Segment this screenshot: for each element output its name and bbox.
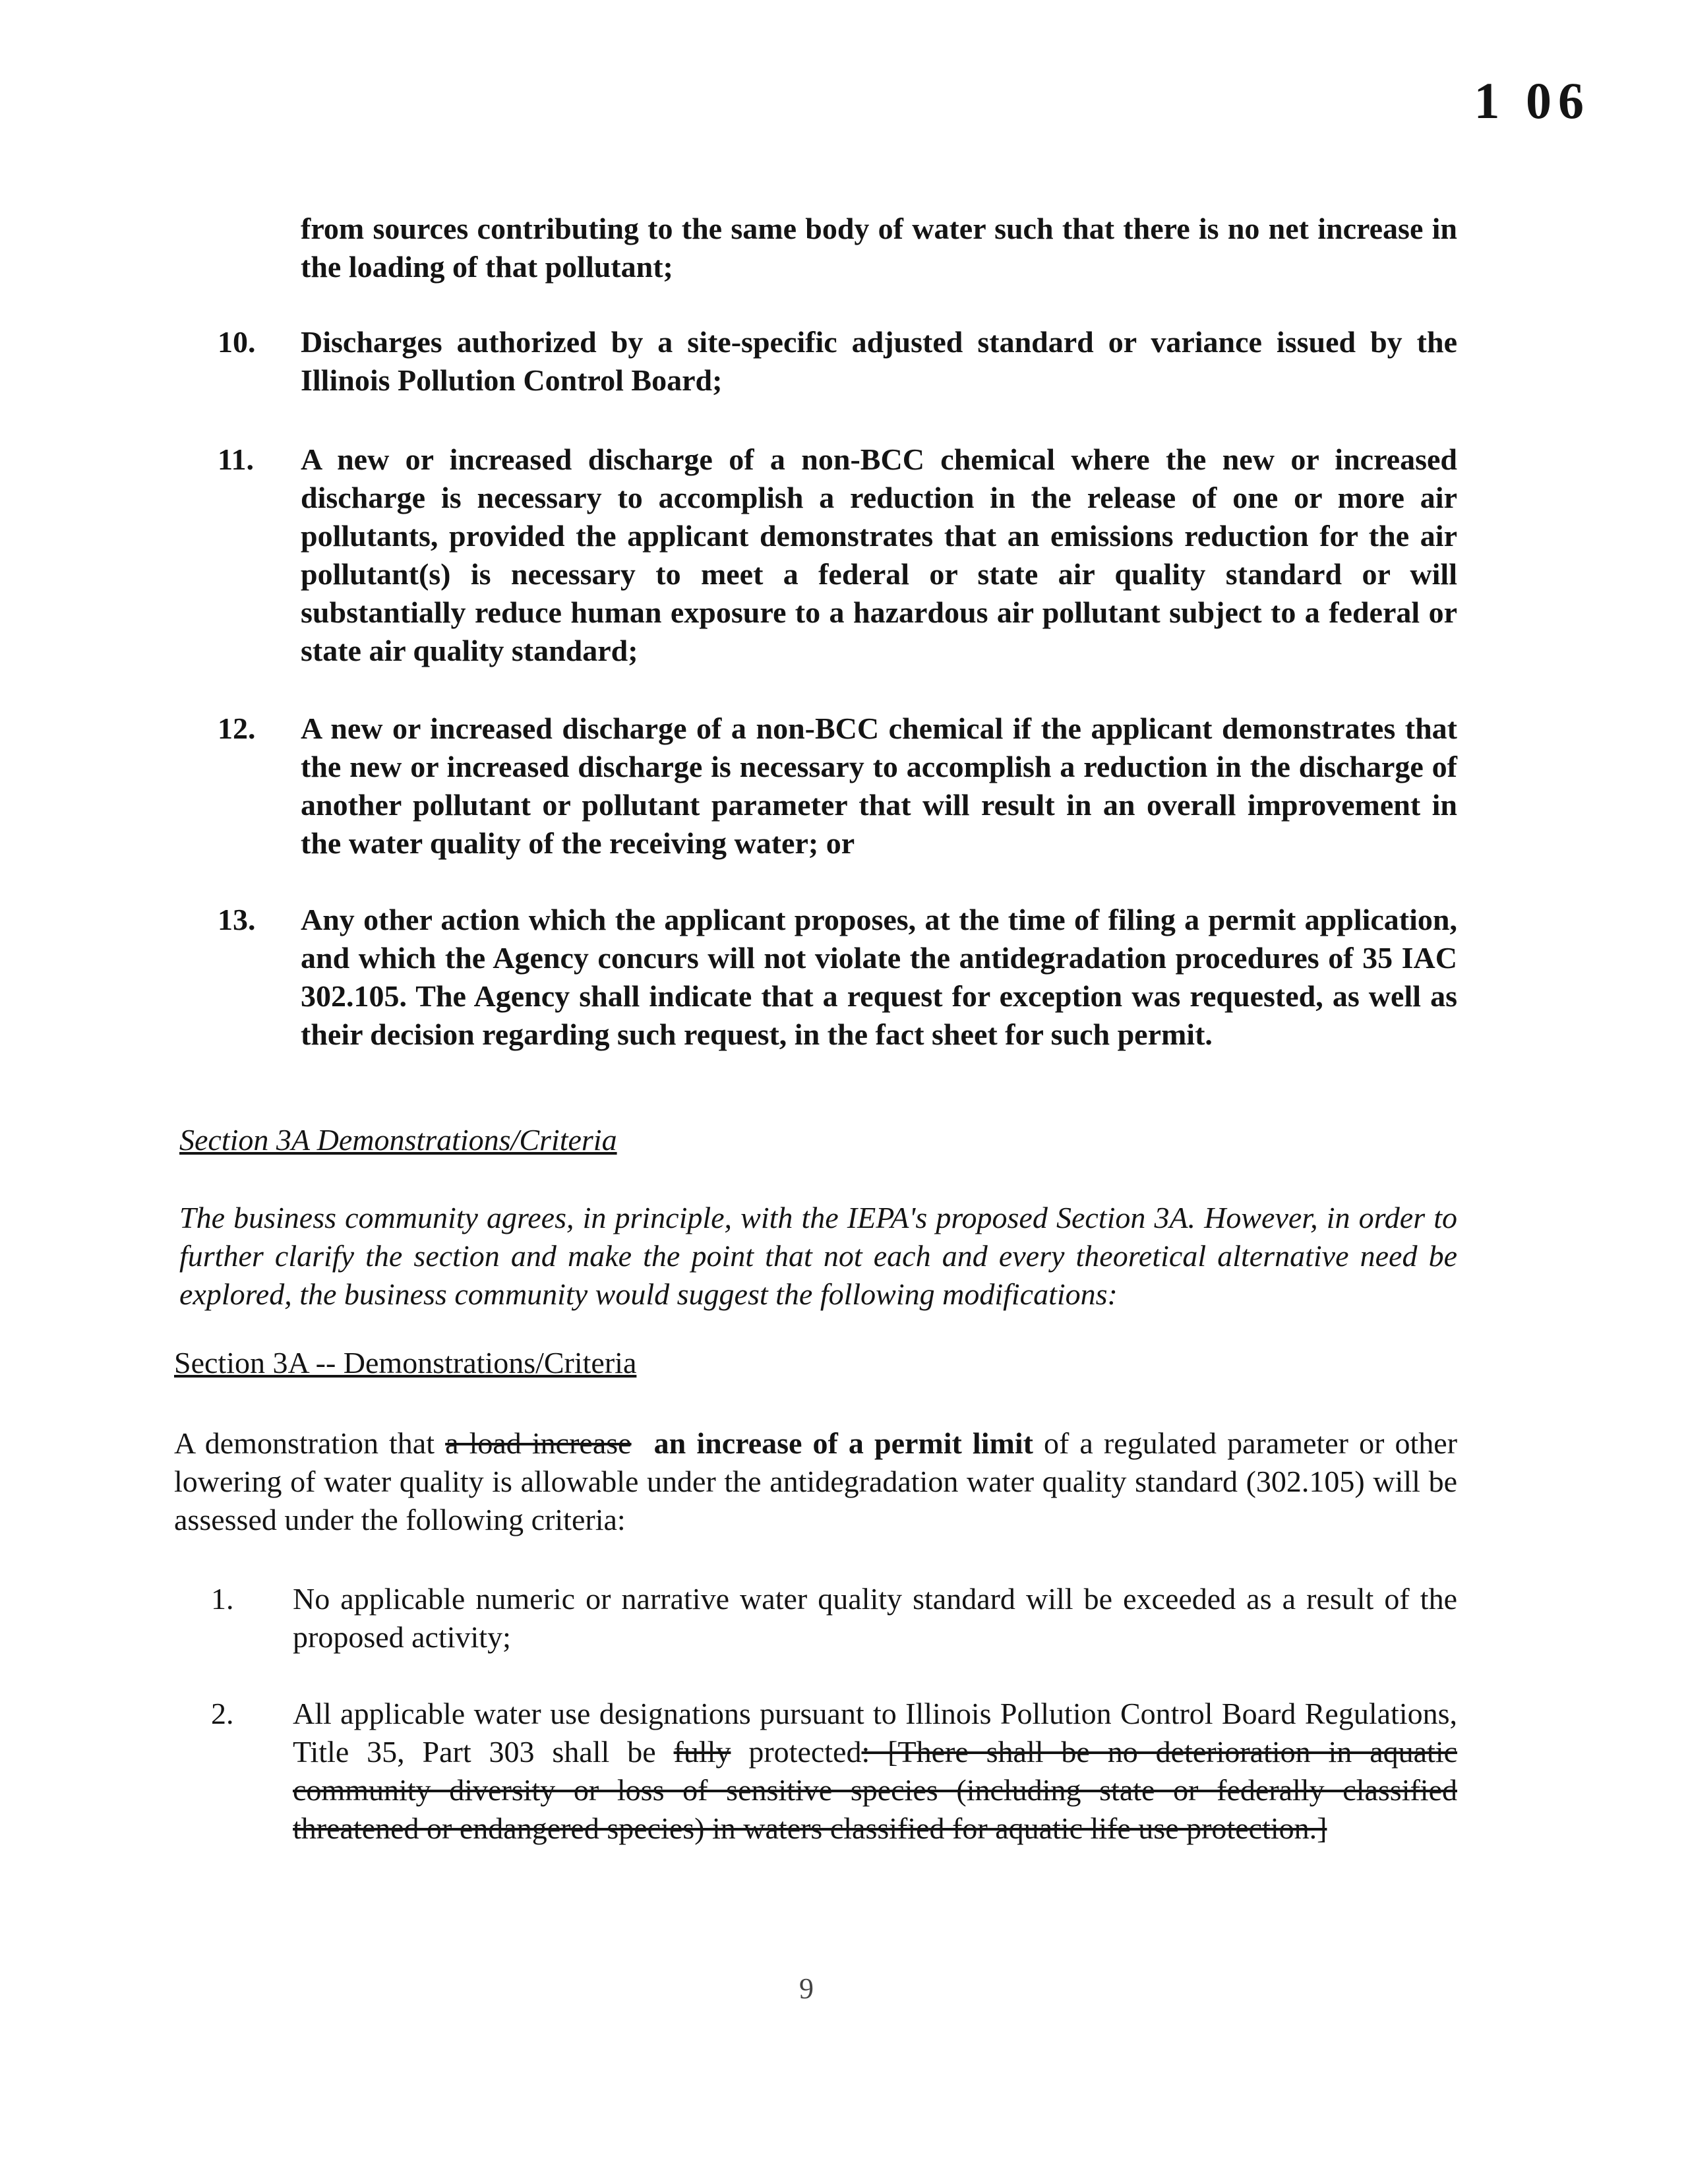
demonstration-paragraph xyxy=(174,1424,1457,1539)
page-footer-mark: 9 xyxy=(799,1972,814,2005)
page-number: 1 06 xyxy=(1474,72,1590,129)
list-item-text: Any other action which the applicant proposes, at the time of filing a permit application, and which the Agency concurs will not violate the antidegradation procedures of 35 IAC 302.105. The Agency shall indicate that a request for exception was requested, as well as their decision regarding such request, in the fact sheet for such permit. xyxy=(301,903,1457,1051)
criterion-text xyxy=(293,1695,1457,1848)
section-heading-italic: Section 3A Demonstrations/Criteria xyxy=(179,1123,617,1157)
struck-word: fully xyxy=(673,1735,731,1769)
list-item-number: 13. xyxy=(218,903,256,936)
section-heading: Section 3A -- Demonstrations/Criteria xyxy=(174,1346,637,1380)
list-item-number: 12. xyxy=(218,712,256,745)
list-item-text: Discharges authorized by a site-specific adjusted standard or variance issued by the Illinois Pollution Control Board; xyxy=(301,325,1457,397)
struck-text: a load increase xyxy=(445,1426,632,1460)
struck-tail: : [There shall be no deterioration in aquatic community diversity or loss of sensitive species (including state or federally classified threatened or endangered species) in waters classified for aquatic life use protection.] xyxy=(293,1735,1458,1845)
demo-text-end: of a regulated parameter or other lowering of water quality is allowable under the antidegradation water quality standard (302.105) will be assessed under the following criteria: xyxy=(174,1426,1458,1536)
criterion-text-before: All applicable water use designations pursuant to Illinois Pollution Control Board Regulations, Title 35, Part 303 shall be xyxy=(293,1697,1457,1769)
list-item-text: A new or increased discharge of a non-BCC chemical where the new or increased discharge is necessary to accomplish a reduction in the release of one or more air pollutants, provided the applicant demonstrates that an emissions reduction for the air pollutant(s) is necessary to meet a federal or state air quality standard or will substantially reduce human exposure to a hazardous air pollutant subject to a federal or state air quality standard; xyxy=(301,442,1457,667)
criterion-text-mid: protected xyxy=(748,1735,862,1769)
commentary-paragraph: The business community agrees, in principle, with the IEPA's proposed Section 3A. However, in order to further clarify the section and make the point that not each and every theoretical alternative need be explored, the business community would suggest the following modifications: xyxy=(179,1201,1457,1311)
criterion-number: 1. xyxy=(211,1582,234,1616)
intro-continuation: from sources contributing to the same body of water such that there is no net increase in the loading of that pollutant; xyxy=(301,212,1457,284)
list-item-text: A new or increased discharge of a non-BCC chemical if the applicant demonstrates that the new or increased discharge is necessary to accomplish a reduction in the discharge of another pollutant or pollutant parameter that will result in an overall improvement in the water quality of the receiving water; or xyxy=(301,712,1457,860)
list-item-number: 10. xyxy=(218,325,256,359)
criterion-text: No applicable numeric or narrative water quality standard will be exceeded as a result of the proposed activity; xyxy=(293,1582,1457,1654)
demo-text-start: A demonstration that xyxy=(174,1426,435,1460)
inserted-text: an increase of a permit limit xyxy=(653,1426,1033,1460)
criterion-number: 2. xyxy=(211,1697,234,1730)
list-item-number: 11. xyxy=(218,442,254,476)
